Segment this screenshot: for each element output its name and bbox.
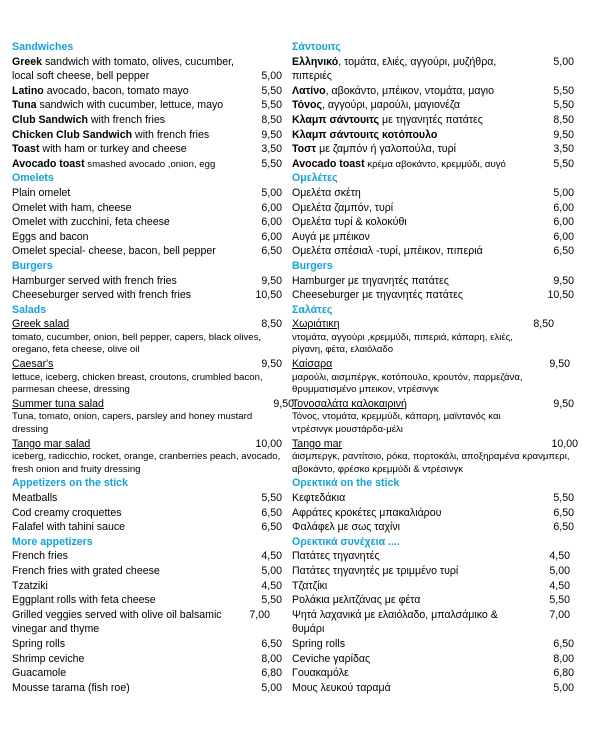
menu-item-description: tomato, cucumber, onion, bell pepper, capers, black olives, oregano, feta cheese, olive oil	[12, 331, 262, 356]
menu-item: Grilled veggies served with olive oil balsamic vinegar and thyme 7,00	[12, 608, 270, 636]
menu-item: Club Sandwich with french fries 8,50	[12, 113, 282, 126]
menu-item: Καίσαρα 9,50	[292, 358, 570, 371]
menu-item: French fries 4,50	[12, 550, 282, 563]
menu-item: French fries with grated cheese 5,00	[12, 564, 282, 577]
menu-item: Mousse tarama (fish roe) 5,00	[12, 681, 282, 694]
menu-item: Tango mar salad 10,00	[12, 437, 282, 450]
menu-item-description: μαρούλι, αισμπέργκ, κοτόπουλο, κρουτόν, παρμεζάνα, θρυμματισμένο μπεικον, ντρέσινγκ	[292, 371, 523, 396]
menu-item: Spring rolls 6,50	[12, 637, 282, 650]
menu-item: Latino avocado, bacon, tomato mayo 5,50	[12, 84, 282, 97]
menu-item: Ομελέτα ζαμπόν, τυρί 6,00	[292, 201, 574, 214]
menu-item: Αφράτες κροκέτες μπακαλιάρου 6,50	[292, 506, 574, 519]
menu-item-description: Tuna, tomato, onion, capers, parsley and honey mustard dressing	[12, 411, 253, 436]
section-heading-sandwiches: Sandwiches	[12, 41, 74, 53]
menu-item: Summer tuna salad 9,50	[12, 397, 294, 410]
menu-item: Γουακαμόλε 6,80	[292, 667, 574, 680]
menu-item: Ελληνικό, τομάτα, ελιές, αγγούρι, μυζήθρα, πιπεριές 5,00	[292, 55, 574, 83]
menu-item: Hamburger served with french fries 9,50	[12, 274, 282, 287]
menu-item: Cheeseburger με τηγανητές πατάτες 10,50	[292, 289, 574, 302]
menu-item: Shrimp ceviche 8,00	[12, 652, 282, 665]
menu-item-description: lettuce, iceberg, chicken breast, croutons, crumbled bacon, parmesan cheese, dressing	[12, 371, 263, 396]
menu-item: Eggplant rolls with feta cheese 5,50	[12, 594, 282, 607]
menu-item: Caesar's 9,50	[12, 358, 282, 371]
section-heading-more-appetizers: More appetizers	[12, 535, 93, 548]
menu-item: Tzatziki 4,50	[12, 579, 282, 592]
menu-item-description: Τόνος, ντομάτα, κρεμμύδι, κάπαρη, μαϊντανός και ντρέσινγκ μουστάρδα-μέλι	[292, 411, 501, 436]
menu-item-description: iceberg, radicchio, rocket, orange, cranberries peach, avocado, fresh onion and fruity dressing	[12, 451, 281, 475]
section-heading-omelets: Omelets	[12, 172, 54, 185]
menu-item: Κλαμπ σάντουιτς με τηγανητές πατάτες 8,50	[292, 113, 574, 126]
menu-column-english	[12, 40, 294, 695]
menu-item: Ceviche γαρίδας 8,00	[292, 652, 574, 665]
section-heading-more-appetizers-gr: Ορεκτικά συνέχεια ....	[292, 535, 400, 548]
menu-item: Τόνος, αγγούρι, μαρούλι, μαγιονέζα 5,50	[292, 99, 574, 112]
menu-item: Avocado toast smashed avocado ,onion, egg 5,50	[12, 157, 282, 170]
menu-item: Κεφτεδάκια 5,50	[292, 492, 574, 504]
menu-item: Plain omelet 5,00	[12, 186, 282, 199]
menu-item: Eggs and bacon 6,00	[12, 230, 282, 243]
menu-item: Λατίνο, αβοκάντο, μπέικον, ντομάτα, μαγιο 5,50	[292, 84, 574, 97]
menu-item: Greek sandwich with tomato, olives, cucumber, local soft cheese, bell pepper 5,00	[12, 55, 282, 83]
menu-item: Cheeseburger served with french fries 10,50	[12, 289, 282, 302]
section-heading-burgers-gr: Burgers	[292, 259, 333, 272]
section-heading-appetizers: Appetizers on the stick	[12, 477, 128, 490]
section-heading-salads: Salads	[12, 303, 47, 316]
section-heading-appetizers-gr: Ορεκτικά on the stick	[292, 477, 400, 490]
menu-item: Tango mar 10,00	[292, 437, 578, 450]
menu-item: Μους λευκού ταραμά 5,00	[292, 681, 574, 694]
menu-item: Πατάτες τηγανητές 4,50	[292, 550, 570, 563]
menu-item: Toast with ham or turkey and cheese 3,50	[12, 143, 282, 156]
menu-item: Τονοσαλάτα καλοκαιρινή 9,50	[292, 397, 574, 410]
menu-item: Ομελέτα σπέσιαλ -τυρί, μπέικον, πιπεριά 6,50	[292, 245, 574, 258]
menu-item: Hamburger με τηγανητές πατάτες 9,50	[292, 274, 574, 287]
menu-item: Κλαμπ σάντουιτς κοτόπουλο 9,50	[292, 128, 574, 141]
menu-item: Guacamole 6,80	[12, 667, 282, 680]
menu-item-description: ντομάτα, αγγούρι ,κρεμμύδι, πιπεριά, κάπαρη, ελιές, ρίγανη, φέτα, ελαιόλαδο	[292, 331, 513, 356]
menu-item-description: άισμπεργκ, ραντίτσιο, ρόκα, πορτοκάλι, αποξηραμένα κρανμπερι, αβοκάντο, φρέσκο κρεμμύδι & ντρέσινγκ	[292, 451, 570, 475]
menu-item: Avocado toast κρέμα αβοκάντο, κρεμμύδι, αυγό 5,50	[292, 157, 574, 170]
section-heading-burgers: Burgers	[12, 259, 53, 272]
menu-item: Tuna sandwich with cucumber, lettuce, mayo 5,50	[12, 99, 282, 112]
menu-item: Spring rolls 6,50	[292, 637, 574, 650]
menu-item: Πατάτες τηγανητές με τριμμένο τυρί 5,00	[292, 564, 570, 577]
menu-item: Greek salad 8,50	[12, 318, 282, 331]
section-heading-sandwiches-gr: Σάντουιτς	[292, 41, 341, 53]
menu-item: Omelet special- cheese, bacon, bell pepper 6,50	[12, 245, 282, 258]
section-heading-salads-gr: Σαλάτες	[292, 303, 333, 316]
menu-item: Ψητά λαχανικά με ελαιόλαδο, μπαλσάμικο & θυμάρι 7,00	[292, 608, 570, 636]
menu-item: Ομελέτα σκέτη 5,00	[292, 186, 574, 199]
menu-item: Τζατζίκι 4,50	[292, 579, 570, 592]
menu-item: Χωριάτικη 8,50	[292, 318, 554, 331]
menu-item: Φαλάφελ με σως ταχίνι 6,50	[292, 521, 574, 534]
menu-item: Cod creamy croquettes 6,50	[12, 506, 282, 519]
section-heading-omelets-gr: Ομελέτες	[292, 172, 338, 185]
menu-item: Ρολάκια μελιτζάνας με φέτα 5,50	[292, 594, 570, 607]
menu-item: Ομελέτα τυρί & κολοκύθι 6,00	[292, 216, 574, 229]
menu-item: Chicken Club Sandwich with french fries 9,50	[12, 128, 282, 141]
menu-item: Αυγά με μπέικον 6,00	[292, 230, 574, 243]
menu-item: Meatballs 5,50	[12, 492, 282, 504]
menu-item: Omelet with ham, cheese 6,00	[12, 201, 282, 214]
menu-column-greek	[292, 40, 578, 695]
menu-item: Τοστ με ζαμπόν ή γαλοπούλα, τυρί 3,50	[292, 143, 574, 156]
menu-item: Falafel with tahini sauce 6,50	[12, 521, 282, 534]
menu-item: Omelet with zucchini, feta cheese 6,00	[12, 216, 282, 229]
